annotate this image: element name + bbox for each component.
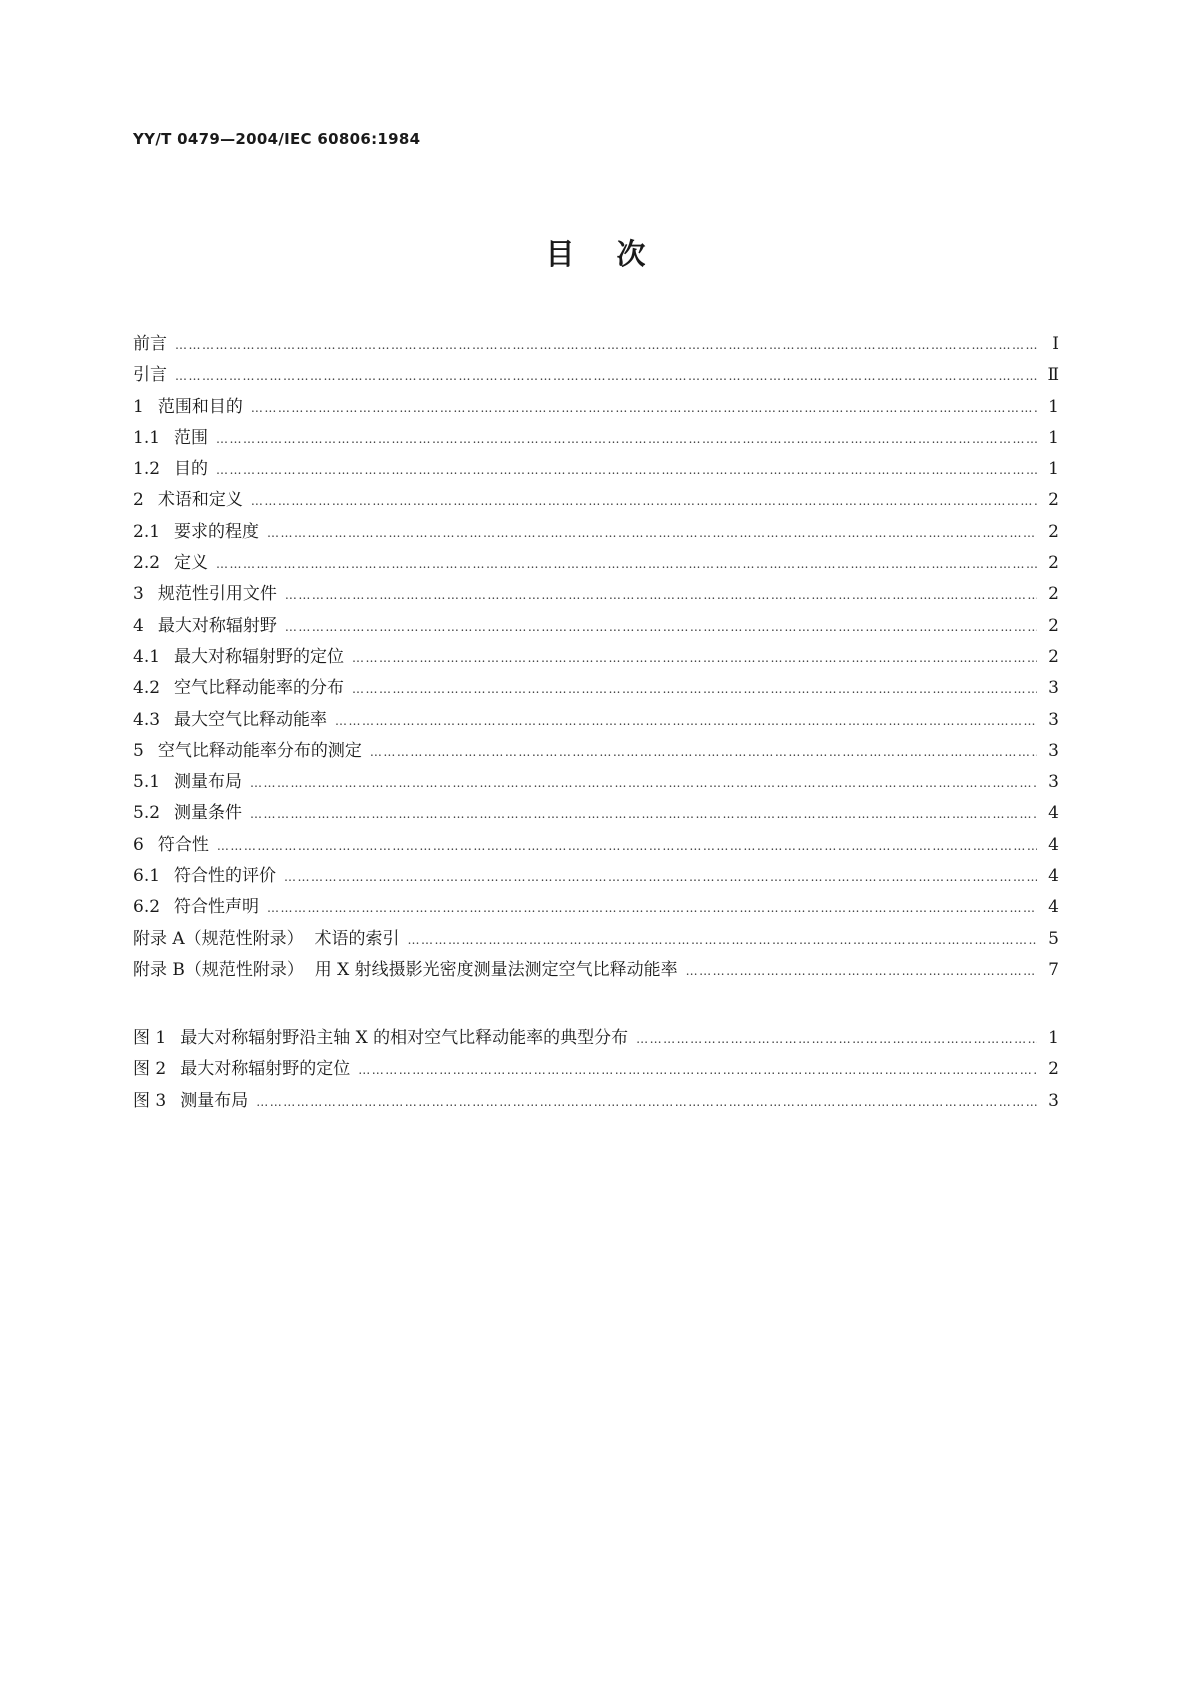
- toc-label: 最大对称辐射野: [157, 615, 277, 636]
- dot-leader: [358, 1063, 1037, 1077]
- dot-leader: [250, 776, 1037, 790]
- dot-leader: [175, 338, 1037, 352]
- toc-page: 4: [1048, 866, 1059, 887]
- toc-entry[interactable]: [133, 423, 1059, 454]
- dot-leader: [636, 1032, 1037, 1046]
- toc-number: 4.1: [133, 646, 161, 667]
- figure-label: 最大对称辐射野的定位: [180, 1059, 351, 1080]
- toc-page: 2: [1048, 490, 1059, 511]
- toc-entry[interactable]: [133, 861, 1059, 892]
- toc-number: 4.2: [133, 678, 161, 699]
- toc-number: 6.2: [133, 897, 161, 918]
- toc-label: 测量条件: [174, 803, 243, 824]
- toc-page: 4: [1048, 803, 1059, 824]
- toc-number: 6: [133, 834, 144, 855]
- toc-entry[interactable]: [133, 579, 1059, 610]
- toc-label: 要求的程度: [174, 521, 260, 542]
- toc-page: 3: [1048, 678, 1059, 699]
- document-code: YY/T 0479—2004/IEC 60806:1984: [133, 130, 421, 148]
- toc-entry[interactable]: [133, 454, 1059, 485]
- toc-number: 2: [133, 490, 144, 511]
- toc-page: 1: [1048, 427, 1059, 448]
- dot-leader: [250, 807, 1037, 821]
- toc-page: 3: [1048, 772, 1059, 793]
- toc-label: 附录 A（规范性附录） 术语的索引: [133, 928, 400, 949]
- toc-page: 1: [1048, 396, 1059, 417]
- toc-number: 5.1: [133, 772, 161, 793]
- dot-leader: [217, 839, 1037, 853]
- toc-page: 5: [1048, 928, 1059, 949]
- dot-leader: [686, 964, 1037, 978]
- dot-leader: [216, 463, 1037, 477]
- toc-entry[interactable]: [133, 673, 1059, 704]
- figure-page: 2: [1048, 1059, 1059, 1080]
- toc-page: Ⅱ: [1047, 365, 1059, 386]
- toc-number: 1: [133, 396, 144, 417]
- toc-entry[interactable]: [133, 485, 1059, 516]
- dot-leader: [251, 494, 1037, 508]
- dot-leader: [370, 745, 1037, 759]
- figure-page: 1: [1048, 1028, 1059, 1048]
- toc-label: 范围: [174, 427, 209, 448]
- toc-number: 4: [133, 615, 144, 636]
- toc-label: 最大对称辐射野的定位: [174, 646, 345, 667]
- toc-entry[interactable]: [133, 360, 1059, 391]
- toc-label: 符合性的评价: [174, 866, 277, 887]
- figure-label: 测量布局: [180, 1090, 249, 1111]
- toc-number: 3: [133, 584, 144, 605]
- toc-label: 空气比释动能率分布的测定: [157, 740, 362, 761]
- toc-page: 2: [1048, 584, 1059, 605]
- toc-number: 1.2: [133, 459, 161, 480]
- list-of-figures: [133, 1023, 1059, 1117]
- toc-entry[interactable]: [133, 392, 1059, 423]
- figure-entry[interactable]: [133, 1086, 1059, 1117]
- toc-number: 4.3: [133, 709, 161, 730]
- dot-leader: [284, 870, 1037, 884]
- toc-entry[interactable]: [133, 548, 1059, 579]
- toc-entry[interactable]: [133, 892, 1059, 923]
- toc-number: 5: [133, 740, 144, 761]
- toc-label: 术语和定义: [157, 490, 243, 511]
- figure-entry[interactable]: [133, 1054, 1059, 1085]
- dot-leader: [352, 682, 1037, 696]
- figure-entry[interactable]: [133, 1023, 1059, 1054]
- figure-number: 图 1: [133, 1028, 167, 1048]
- figure-number: 图 2: [133, 1059, 167, 1080]
- toc-page: 7: [1048, 959, 1059, 980]
- dot-leader: [285, 588, 1037, 602]
- toc-page: 3: [1048, 709, 1059, 730]
- toc-label: 引言: [133, 365, 167, 386]
- dot-leader: [216, 557, 1037, 571]
- toc-number: 2.1: [133, 521, 161, 542]
- toc-number: 2.2: [133, 553, 161, 574]
- figure-page: 3: [1048, 1090, 1059, 1111]
- dot-leader: [175, 369, 1037, 383]
- dot-leader: [216, 432, 1037, 446]
- toc-label: 目的: [174, 459, 209, 480]
- toc-label: 范围和目的: [157, 396, 243, 417]
- figure-label: 最大对称辐射野沿主轴 X 的相对空气比释动能率的典型分布: [180, 1028, 629, 1048]
- toc-entry[interactable]: [133, 642, 1059, 673]
- toc-entry[interactable]: [133, 830, 1059, 861]
- toc-page: 1: [1048, 459, 1059, 480]
- toc-page: 2: [1048, 553, 1059, 574]
- toc-page: 2: [1048, 521, 1059, 542]
- toc-label: 符合性声明: [174, 897, 260, 918]
- toc-entry[interactable]: [133, 611, 1059, 642]
- toc-entry[interactable]: [133, 924, 1059, 955]
- dot-leader: [285, 620, 1037, 634]
- toc-label: 符合性: [157, 834, 209, 855]
- toc-entry[interactable]: [133, 705, 1059, 736]
- toc-label: 测量布局: [174, 772, 243, 793]
- toc-label: 空气比释动能率的分布: [174, 678, 345, 699]
- toc-entry[interactable]: [133, 517, 1059, 548]
- toc-entry[interactable]: [133, 736, 1059, 767]
- figure-number: 图 3: [133, 1090, 167, 1111]
- toc-number: 5.2: [133, 803, 161, 824]
- toc-page: Ⅰ: [1052, 334, 1059, 354]
- toc-entry[interactable]: [133, 798, 1059, 829]
- table-of-contents: [133, 329, 1059, 986]
- toc-page: 2: [1048, 646, 1059, 667]
- dot-leader: [335, 714, 1037, 728]
- toc-page: 4: [1048, 834, 1059, 855]
- toc-label: 定义: [174, 553, 209, 574]
- dot-leader: [267, 901, 1037, 915]
- toc-entry[interactable]: [133, 955, 1059, 986]
- toc-page: 4: [1048, 897, 1059, 918]
- page-title: 目次: [545, 237, 688, 271]
- dot-leader: [256, 1095, 1037, 1109]
- toc-number: 6.1: [133, 866, 161, 887]
- toc-entry[interactable]: [133, 767, 1059, 798]
- toc-entry[interactable]: [133, 329, 1059, 360]
- toc-page: 3: [1048, 740, 1059, 761]
- toc-label: 规范性引用文件: [157, 584, 277, 605]
- toc-label: 附录 B（规范性附录） 用 X 射线摄影光密度测量法测定空气比释动能率: [133, 959, 678, 980]
- toc-label: 前言: [133, 334, 167, 354]
- dot-leader: [352, 651, 1037, 665]
- dot-leader: [408, 933, 1038, 947]
- dot-leader: [251, 401, 1037, 415]
- toc-label: 最大空气比释动能率: [174, 709, 328, 730]
- toc-number: 1.1: [133, 427, 161, 448]
- toc-page: 2: [1048, 615, 1059, 636]
- dot-leader: [267, 526, 1037, 540]
